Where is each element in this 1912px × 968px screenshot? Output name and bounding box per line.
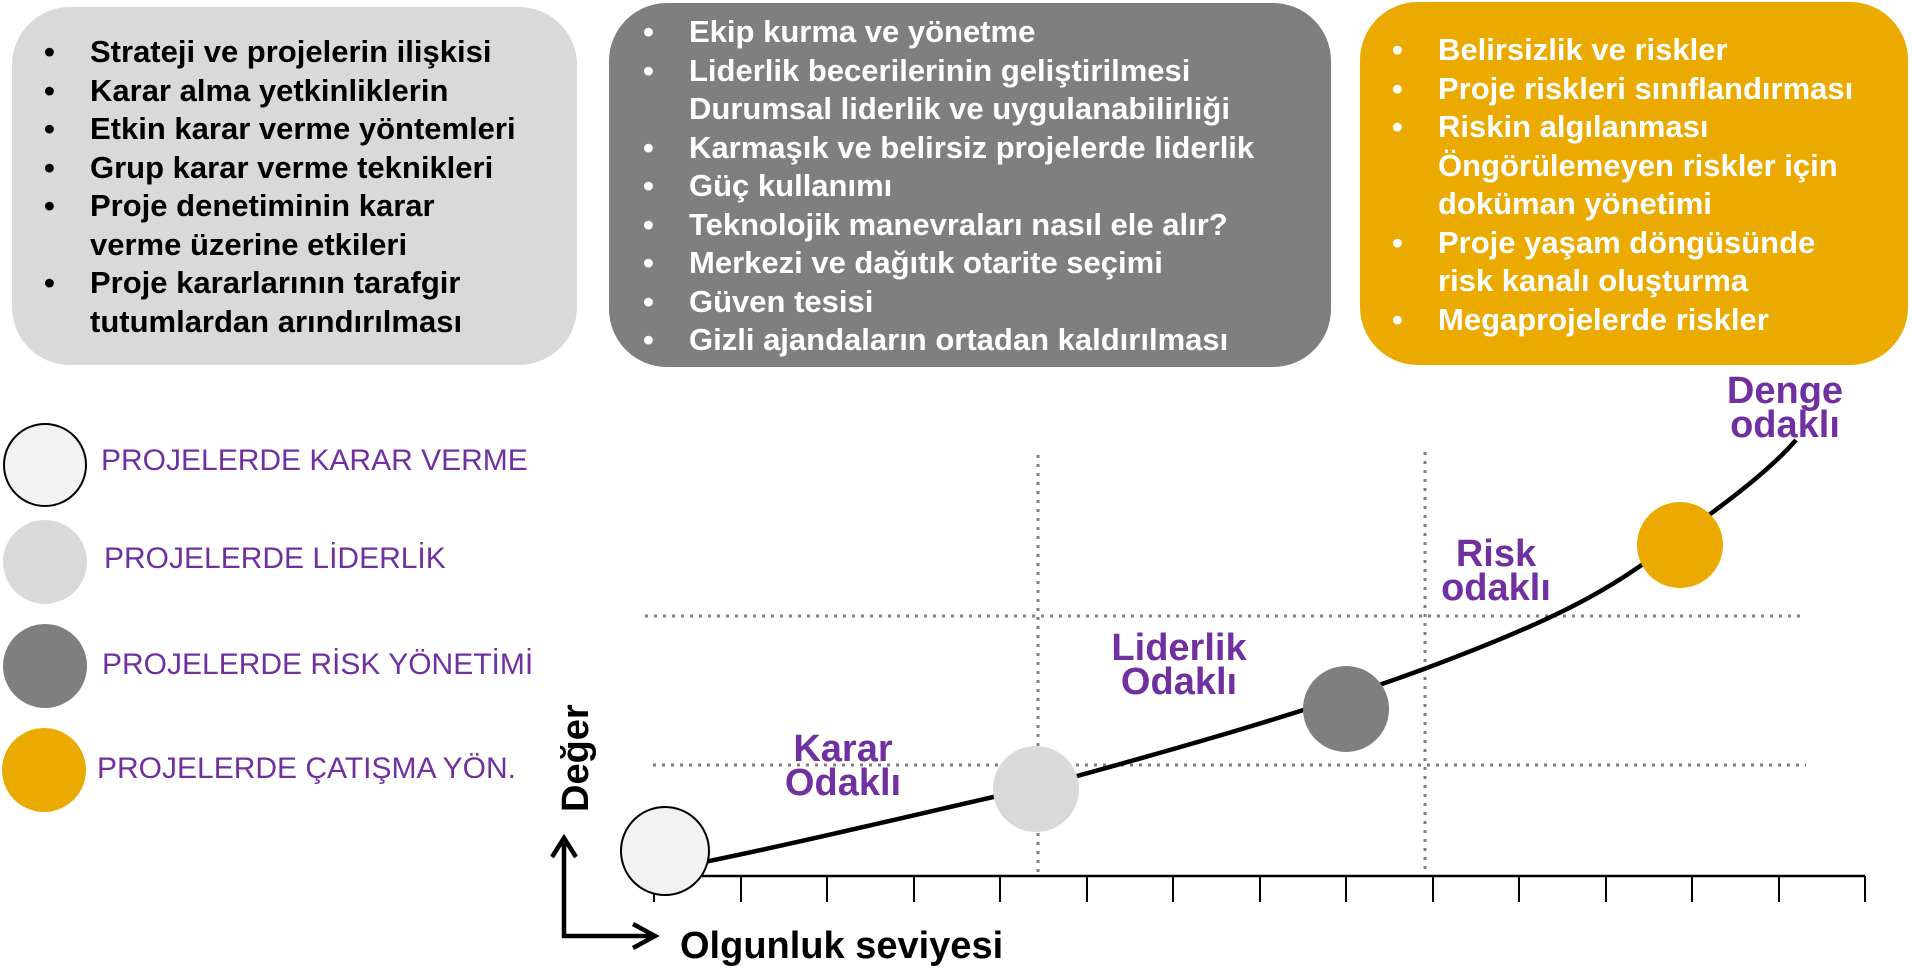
y-axis-title: Değer	[555, 704, 597, 812]
list-item: • Grup karar verme teknikleri	[44, 149, 557, 188]
stage-label-risk-line1: Risk	[1455, 533, 1537, 575]
list-item: • Riskin algılanması	[1392, 108, 1892, 147]
list-item-continuation: tutumlardan arındırılması	[90, 303, 463, 339]
list-item: • Güven tesisi	[643, 283, 1311, 322]
list-item: • Karar alma yetkinliklerin	[44, 72, 557, 111]
x-axis-title: Olgunluk seviyesi	[680, 925, 1004, 967]
list-item-continuation: Öngörülemeyen riskler için	[1438, 147, 1838, 183]
stage-circle-leadership	[993, 746, 1079, 832]
x-axis-ticks	[654, 876, 1865, 902]
list-item: • Megaprojelerde riskler	[1392, 301, 1892, 340]
list-item: • Proje kararlarının tarafgir	[44, 264, 557, 303]
list-item: • Liderlik becerilerinin geliştirilmesi	[643, 52, 1311, 91]
legend-label: PROJELERDE KARAR VERME	[101, 444, 528, 477]
list-item: • Proje yaşam döngüsünde	[1392, 224, 1892, 263]
list-item-continuation: verme üzerine etkileri	[90, 226, 408, 262]
list-item: • Strateji ve projelerin ilişkisi	[44, 33, 557, 72]
stage-circle-decision	[621, 807, 709, 895]
stage-label-risk-line2: odaklı	[1441, 567, 1551, 609]
list-item: • Proje denetiminin karar	[44, 187, 557, 226]
list-item: • Güç kullanımı	[643, 167, 1311, 206]
stage-label-liderlik-line1: Liderlik	[1111, 627, 1247, 669]
list-item-continuation: doküman yönetimi	[1438, 186, 1712, 221]
list-item-continuation: Durumsal liderlik ve uygulanabilirliği	[689, 91, 1230, 126]
list-item: • Teknolojik manevraları nasıl ele alır?	[643, 206, 1311, 245]
list-item: • Belirsizlik ve riskler	[1392, 31, 1892, 70]
legend-label: PROJELERDE LİDERLİK	[104, 542, 446, 575]
legend-label: PROJELERDE ÇATIŞMA YÖN.	[97, 752, 516, 785]
stage-label-karar-line2: Odaklı	[784, 762, 902, 804]
stage-label-liderlik-line2: Odaklı	[1120, 661, 1238, 703]
list-item: • Ekip kurma ve yönetme	[643, 13, 1311, 52]
list-item: • Etkin karar verme yöntemleri	[44, 110, 557, 149]
list-item-continuation: risk kanalı oluşturma	[1438, 263, 1749, 298]
stage-label-denge-line1: Denge	[1726, 370, 1844, 412]
stage-circle-risk	[1303, 666, 1389, 752]
stage-label-denge-line2: odaklı	[1730, 404, 1840, 446]
legend-label: PROJELERDE RİSK YÖNETİMİ	[102, 648, 534, 681]
list-item: • Proje riskleri sınıflandırması	[1392, 70, 1892, 109]
stage-label-karar-line1: Karar	[793, 728, 893, 770]
list-item: • Karmaşık ve belirsiz projelerde liderlik	[643, 129, 1311, 168]
list-item: • Merkezi ve dağıtık otarite seçimi	[643, 244, 1311, 283]
list-item: • Gizli ajandaların ortadan kaldırılması	[643, 321, 1311, 360]
stage-circle-conflict	[1637, 502, 1723, 588]
